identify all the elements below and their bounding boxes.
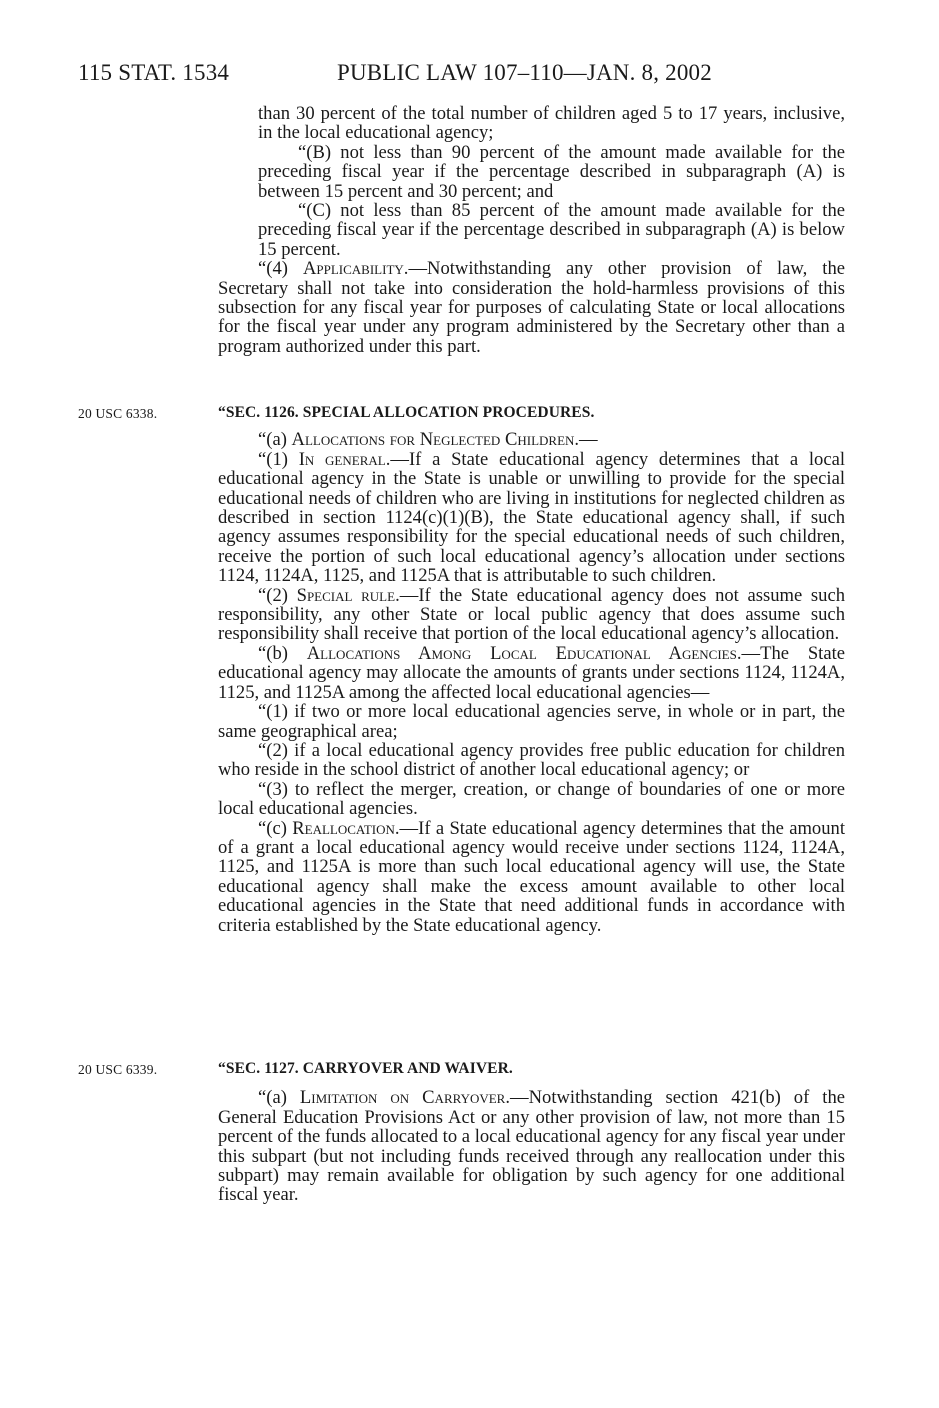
subsection-lead: “(a)	[258, 429, 292, 451]
subsection-lead: “(c)	[258, 817, 293, 839]
section-heading-1127: “SEC. 1127. CARRYOVER AND WAIVER.	[218, 1060, 513, 1077]
subsection-a-heading	[218, 430, 845, 449]
subsection-lead: “(b)	[258, 642, 307, 664]
paragraph-text: .—If a State educational agency determines that a local educational agency in the State is unable or unwilling to provide for the special educational needs of children who are living in institutions for neglected children as described in section 1124(c)(1)(B), the State educational agency shall, if such agency assumes responsibility for the special educational needs of such children, receive the portion of such local educational agency’s allocation under sections 1124, 1124A, 1125, and 1125A that is attributable to such children.	[218, 448, 845, 587]
paragraph-lead: “(2)	[258, 584, 297, 606]
paragraph-subparagraph-c: “(C) not less than 85 percent of the amount made available for the preceding fiscal year if the percentage described in subparagraph (A) is below 15 percent.	[258, 200, 845, 260]
margin-citation-6338: 20 USC 6338.	[78, 406, 158, 421]
paragraph-caption: Special rule	[296, 584, 396, 606]
section-1127	[218, 1059, 845, 1205]
subsection-text: .—The State educational agency may allocate the amounts of grants under sections 1124, 1124A, 1125, and 1125A among the affected local educational agencies—	[218, 642, 845, 703]
subsection-caption: Reallocation	[292, 817, 395, 839]
paragraph-text: .—Notwithstanding any other provision of law, the Secretary shall not take into consideration the hold-harmless provisions of this subsection for any fiscal year for purposes of calculating State or local allocations for the fiscal year under any program administered by the Secretary other than a program authorized under this part.	[218, 258, 845, 357]
subsection-text: .—If a State educational agency determines that the amount of a grant a local educational agency would receive under sections 1124, 1124A, 1125, and 1125A is more than such local educational agency will use, the State educational agency shall make the excess amount available to other local educational agencies in the State that need additional funds in accordance with criteria established by the State educational agency.	[218, 817, 845, 936]
paragraph-b1: “(1) if two or more local educational agencies serve, in whole or in part, the same geographical area;	[218, 701, 845, 742]
paragraph-caption: Applicability	[302, 258, 404, 280]
subsection-caption: Limitation on Carryover	[299, 1087, 506, 1109]
paragraph-applicability	[218, 259, 845, 356]
paragraph-b2: “(2) if a local educational agency provides free public education for children who reside in the school district of another local educational agency; or	[218, 739, 845, 781]
subsection-a-carryover	[218, 1088, 845, 1204]
paragraph-text: .—If the State educational agency does not assume such responsibility, any other State or local public agency that does assume such responsibility shall receive that portion of the local educational agency’s allocation.	[218, 584, 845, 645]
paragraph-continuation: than 30 percent of the total number of children aged 5 to 17 years, inclusive, in the local educational agency;	[258, 103, 845, 144]
subsection-lead: “(a)	[258, 1087, 300, 1109]
section-heading-1126: “SEC. 1126. SPECIAL ALLOCATION PROCEDURES.	[218, 404, 595, 421]
margin-citation-6339: 20 USC 6339.	[78, 1062, 158, 1077]
subsection-c	[218, 819, 845, 935]
text-block-continuation	[218, 104, 845, 356]
subsection-text: .—Notwithstanding section 421(b) of the General Education Provisions Act or any other provision of law, not more than 15 percent of the funds allocated to a local educational agency for any fiscal year under this subpart (but not including funds received through any reallocation under this subpart) may remain available for obligation by such agency for one additional fiscal year.	[218, 1087, 846, 1206]
subsection-tail: .—	[574, 429, 598, 451]
paragraph-lead: “(4)	[258, 258, 303, 280]
subsection-b	[218, 644, 845, 702]
paragraph-subparagraph-b: “(B) not less than 90 percent of the amount made available for the preceding fiscal year if the percentage described in subparagraph (A) is between 15 percent and 30 percent; and	[258, 141, 845, 202]
page-number-header: 115 STAT. 1534	[78, 60, 230, 85]
paragraph-lead: “(1)	[258, 448, 299, 470]
section-1126	[218, 403, 845, 935]
paragraph-a1	[178, 450, 845, 586]
subsection-caption: Allocations Among Local Educational Agencies	[306, 642, 737, 664]
paragraph-b3: “(3) to reflect the merger, creation, or change of boundaries of one or more local educational agencies.	[218, 778, 845, 820]
subsection-caption: Allocations for Neglected Children	[291, 429, 575, 451]
paragraph-caption: In general	[298, 448, 386, 470]
running-head: PUBLIC LAW 107–110—JAN. 8, 2002	[337, 60, 712, 85]
paragraph-a2	[178, 586, 845, 644]
